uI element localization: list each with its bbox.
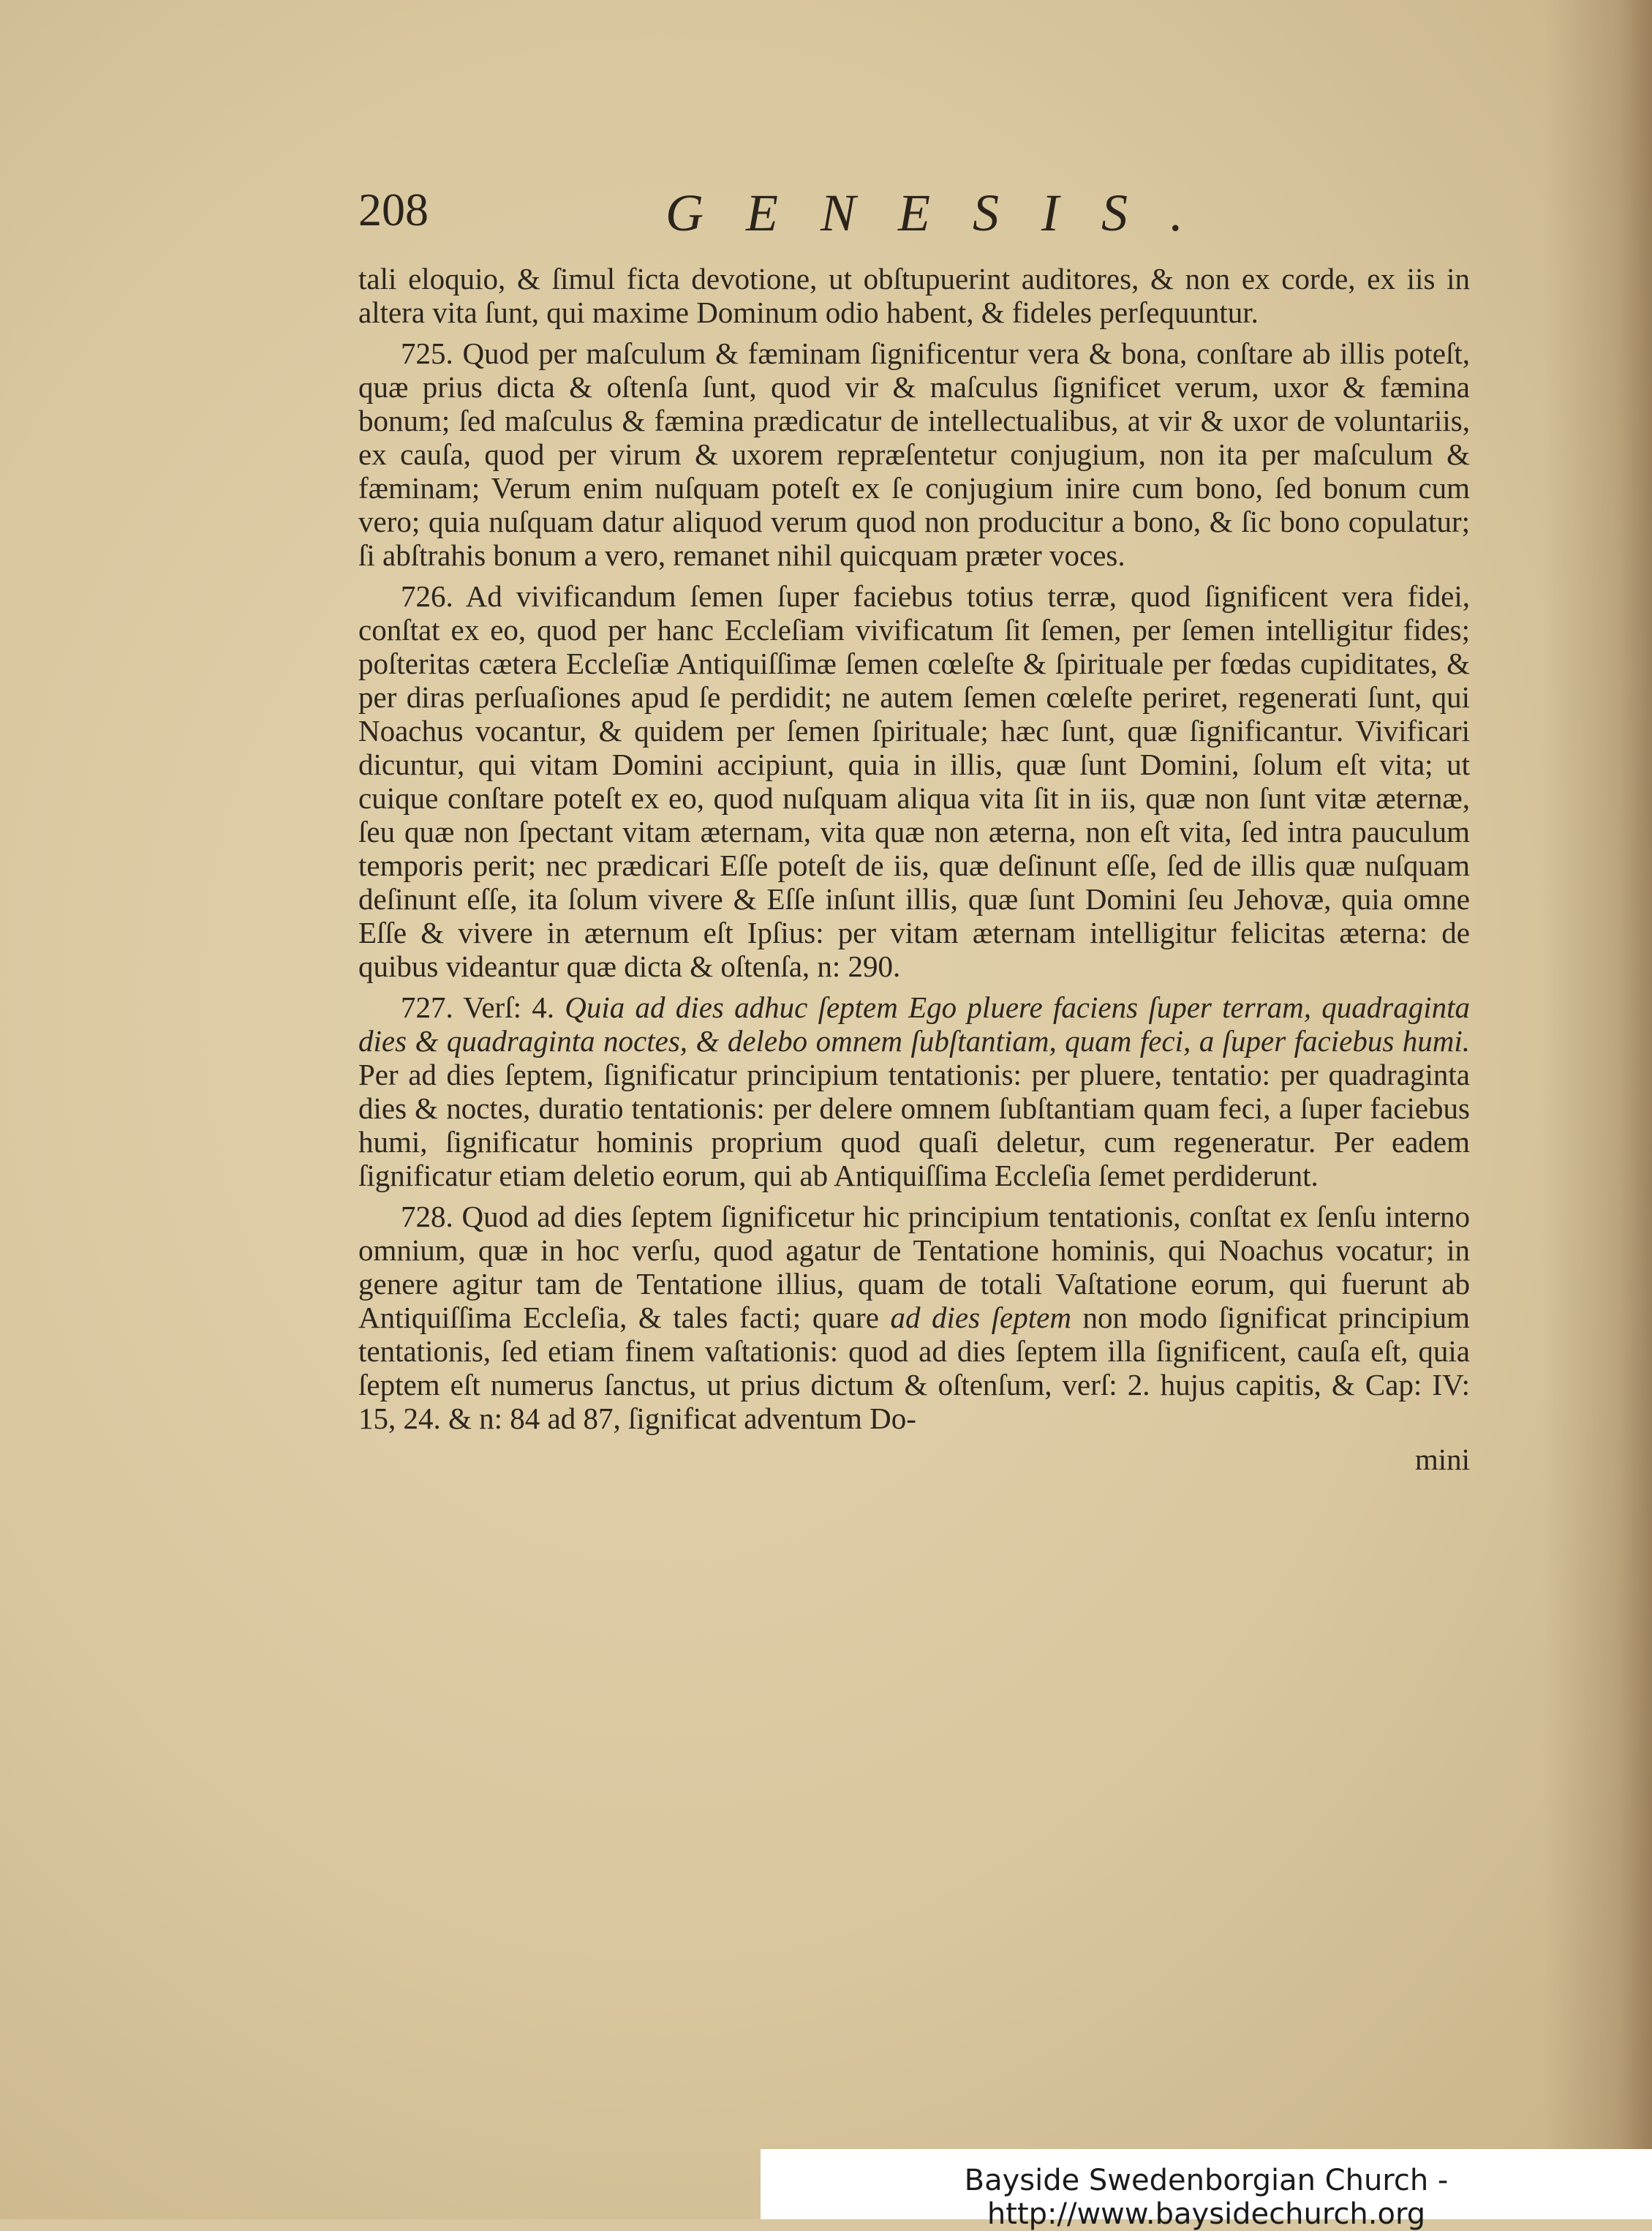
body-text: [358, 262, 1470, 1476]
running-title: GENESIS.: [665, 184, 1226, 242]
paragraph-text: 726. Ad vivificandum ſemen ſuper faciebus totius terræ, quod ſignificent vera fidei, conſtat ex eo, quod per hanc Eccleſiam vivificatum ſit ſemen, per ſemen intelligitur fides; poſteritas cætera Eccleſiæ Antiquiſſimæ ſemen cœleſte & ſpirituale per fœdas cupiditates, & per diras perſuaſiones apud ſe perdidit; ne autem ſemen cœleſte periret, regenerati ſunt, qui Noachus vocantur, & quidem per ſemen ſpirituale; hæc ſunt, quæ ſignificantur. Vivificari dicuntur, qui vitam Domini accipiunt, quia in illis, quæ ſunt Domini, ſolum eſt vita; ut cuique conſtare poteſt ex eo, quod nuſquam aliqua vita ſit in iis, quæ non ſunt vitæ æternæ, ſeu quæ non ſpectant vitam æternam, vita quæ non æterna, non eſt vita, ſed intra pauculum temporis perit; nec prædicari Eſſe poteſt de iis, quæ deſinunt eſſe, ſed de illis quæ nuſquam deſinunt eſſe, ita ſolum vivere & Eſſe inſunt illis, quæ ſunt Domini ſeu Jehovæ, quia omne Eſſe & vivere in æternum eſt Ipſius: per vitam æternam intelligitur felicitas æterna: de quibus videantur quæ dicta & oſtenſa, n: 290.: [358, 579, 1470, 983]
scripture-quote: Quia ad dies adhuc ſeptem Ego pluere faciens ſuper terram, quadraginta dies & quadraginta noctes, & delebo omnem ſubſtantiam, quam feci, a ſuper faciebus humi.: [358, 990, 1470, 1058]
paragraph-text: tali eloquio, & ſimul ficta devotione, ut obſtupuerint auditores, & non ex corde, ex iis in altera vita ſunt, qui maxime Dominum odio habent, & fideles perſequuntur.: [358, 262, 1470, 329]
paragraph-727: [358, 990, 1470, 1192]
paragraph-continuation: [358, 262, 1470, 329]
paragraph-text: Per ad dies ſeptem, ſignificatur principium tentationis: per pluere, tentatio: per quadraginta dies & noctes, duratio tentationis: per delere omnem ſubſtantiam quam feci, a ſuper faciebus humi, ſignificatur hominis proprium quod quaſi deletur, cum regeneratur. Per eadem ſignificatur etiam deletio eorum, qui ab Antiquiſſima Eccleſia ſemet perdiderunt.: [358, 1058, 1470, 1192]
paragraph-text: non modo ſignificat principium tentationis, ſed etiam finem vaſtationis: quod ad dies ſeptem illa ſignificent, cauſa eſt, quia ſeptem eſt numerus ſanctus, ut prius dictum & oſtenſum, verſ: 2. hujus capitis, & Cap: IV: 15, 24. & n: 84 ad 87, ſignificat adventum Do-: [358, 1301, 1470, 1435]
paragraph-725: [358, 336, 1470, 572]
paragraph-726: [358, 579, 1470, 983]
footer-credit: Bayside Swedenborgian Church - http://www.baysidechurch.org: [964, 2164, 1449, 2231]
paragraph-text-start: 728. Quod ad dies ſeptem ſignificetur hic principium tentationis, conſtat ex ſenſu interno omnium, quæ in hoc verſu, quod agatur de Tentatione hominis, qui Noachus vocatur; in genere agitur tam de Tentatione illius, quam de totali Vaſtatione eorum, qui fuerunt ab Antiquiſſima Eccleſia, & tales facti; quare: [358, 1200, 1470, 1334]
catchword: mini: [1414, 1442, 1470, 1476]
page-header: [358, 183, 1470, 249]
italic-phrase: ad dies ſeptem: [890, 1301, 1071, 1334]
page-number: 208: [358, 184, 429, 236]
paragraph-text: 725. Quod per maſculum & fæminam ſignificentur vera & bona, conſtare ab illis poteſt, quæ prius dicta & oſtenſa ſunt, quod vir & maſculus ſignificet verum, uxor & fæmina bonum; ſed maſculus & fæmina prædicatur de intellectualibus, at vir & uxor de voluntariis, ex cauſa, quod per virum & uxorem repræſentetur conjugium, non ita per maſculum & fæminam; Verum enim nuſquam poteſt ex ſe conjugium inire cum bono, ſed bonum cum vero; quia nuſquam datur aliquod verum quod non producitur a bono, & ſic bono copulatur; ſi abſtrahis bonum a vero, remanet nihil quicquam præter voces.: [358, 336, 1470, 572]
verse-reference: 727. Verſ: 4.: [401, 990, 554, 1024]
footer-credit-bar: [761, 2149, 1652, 2231]
binding-shadow: [1542, 0, 1652, 2219]
paragraph-728: [358, 1200, 1470, 1435]
